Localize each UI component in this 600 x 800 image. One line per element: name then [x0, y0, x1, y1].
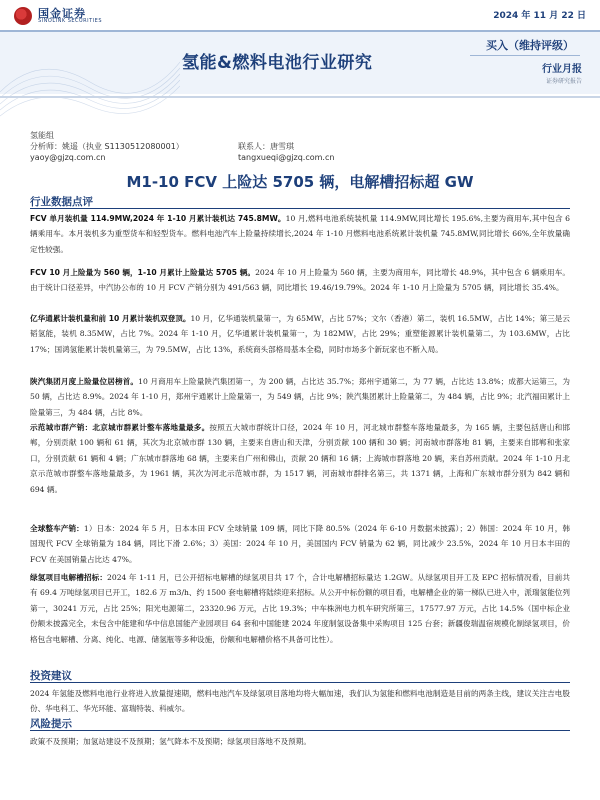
paragraph-body: 2024 年 1-11 月，已公开招标电解槽的绿氢项目共 17 个，合计电解槽招标量达 1.2GW。从绿氢项目开工及 EPC 招标情况看，目前共有 69.4 万吨绿氢项目已开工，182.6 万 m3/h、约 1500 套电解槽将陆续迎来招标。从公开中标份额的项目看，电解槽企业的第一梯队已进入中，派瑞氢能位列第一，30241 万元，占比 25%；阳光电源第二，23320.96 万元，占比 19.3%；中车株洲电力机车研究所第三，17577.97 万元，占比 14.5%（国中标企业份额未披露完全，未包含中能建和华中信息国能产业园项目 64 套和中国能建 2024 年度制氢设备集中采购项目 125 台套；新疆俊瑞温宿规模化制绿氢项目，价格包含电解槽、分离、纯化、电源、储氢瓶等多种设施，份额和电解槽价格不具备可比性）。	[30, 573, 571, 644]
paragraph-system-makers	[30, 311, 570, 357]
contact-name: 联系人：唐雪琪	[238, 142, 294, 151]
paragraph-fcv-installed	[30, 211, 570, 257]
rating-divider	[470, 55, 580, 56]
paragraph-fcv-insurance	[30, 265, 570, 296]
section-rule	[30, 682, 570, 683]
report-headline: M1-10 FCV 上险达 5705 辆，电解槽招标超 GW	[126, 173, 474, 191]
paragraph-body: 10 月,燃料电池系统装机量 114.9MW,同比增长 195.6%,主要为商用车,其中包含 6 辆乘用车。本月装机多为重型货车和轻型货车。燃料电池汽车上险量持续增长,2024 年 1-10 月燃料电池系统累计装机量 745.8MW,同比增长 66%,全年放量确定性较强。	[30, 214, 571, 254]
paragraph-global-sales	[30, 521, 570, 567]
analyst-email[interactable]: yaoy@gjzq.com.cn	[30, 153, 106, 162]
paragraph-lead: 示范城市群产销：北京城市群累计整车落地量最多。	[30, 423, 210, 432]
paragraph-electrolyzer	[30, 570, 570, 647]
logo-chinese-name: 国金证券	[38, 7, 86, 20]
paragraph-lead: 陕汽集团月度上险量位居榜首。	[30, 377, 139, 386]
company-logo-icon	[14, 7, 32, 25]
section-title-data: 行业数据点评	[30, 196, 93, 208]
paragraph-city-clusters	[30, 420, 570, 497]
section-title-risk: 风险提示	[30, 718, 72, 730]
report-date: 2024 年 11 月 22 日	[493, 11, 586, 21]
team-name: 氢能组	[30, 131, 54, 140]
paragraph-vehicle-makers	[30, 374, 570, 420]
banner-wave-decoration	[0, 32, 180, 122]
analyst-name: 分析师：姚遥（执业 S1130512080001）	[30, 142, 184, 151]
banner-divider	[0, 96, 600, 98]
paragraph-body: 按照五大城市群统计口径，2024 年 10 月，河北城市群整车落地量最多，为 165 辆，主要包括唐山和邯郸，分别贡献 100 辆和 61 辆，其次为北京城市群 130 辆，主要来自唐山和天津，分别贡献 100 辆和 30 辆；河南城市群落地 81 辆，主要来自邯郸和张家口，分别贡献 61 辆和 4 辆；广东城市群落地 68 辆，主要来自广州和佛山，贡献 20 辆和 16 辆；上海城市群落地 20 辆，来自苏州贡献。2024 年 1-10 月北京示范城市群整车落地量最多，为 1961 辆，其次为河北示范城市群，为 1517 辆，河南城市群排名第三，共 1371 辆，上海和广东城市群分别为 842 辆和 694 辆。	[30, 423, 571, 494]
paragraph-lead: FCV 10 月上险量为 560 辆，1-10 月累计上险量达 5705 辆。	[30, 268, 256, 277]
paragraph-investment: 2024 年氢能及燃料电池行业将进入放量提速期，燃料电池汽车及绿氢项目落地均将大幅加速，我们认为氢能和燃料电池制造是目前的两条主线，建议关注吉电股份、华电科工、华光环能、富瑞特装、科威尔。	[30, 689, 570, 714]
logo-english-name: SINOLINK SECURITIES	[38, 18, 102, 24]
section-title-investment: 投资建议	[30, 670, 72, 682]
paragraph-body: 1）日本：2024 年 5 月，日本本田 FCV 全球销量 109 辆，同比下降 80.5%（2024 年 6-10 月数据未披露）；2）韩国：2024 年 10 月，韩国现代 FCV 全球销量为 184 辆，同比下滑 2.6%；3）美国：2024 年 10 月，美国国内 FCV 销量为 62 辆，同比减少 23.5%，2024 年 10 月日本丰田的 FCV 在美国销量占比达 47%。	[30, 524, 570, 564]
paragraph-body: 10 月，亿华通装机量第一，为 65MW，占比 57%；文尔（香港）第二，装机 16.5MW，占比 14%；第三是云韬氢能，装机 8.35MW，占比 7%。2024 年 1-10 月，亿华通累计装机量第一，为 182MW，占比 29%；重塑能源累计装机量第二，为 103.6MW，占比 17%；国鸿氢能累计装机量第三，为 79.5MW，占比 13%，系统商头部格局基本全稳，同时市场多个新玩家也不断入局。	[30, 314, 571, 354]
report-subtype: 证券研究报告	[545, 78, 582, 85]
report-title: 氢能&燃料电池行业研究	[182, 53, 373, 73]
report-type: 行业月报	[542, 64, 582, 75]
rating-label: 买入（维持评级）	[486, 39, 574, 52]
section-rule	[30, 208, 570, 209]
paragraph-lead: 亿华通累计装机量和前 10 月累计装机双登顶。	[30, 314, 191, 323]
section-rule	[30, 730, 570, 731]
paragraph-risk: 政策不及预期；加氢站建设不及预期；氢气降本不及预期；绿氢项目落地不及预期。	[30, 737, 311, 746]
paragraph-body: 10 月商用车上险量陕汽集团第一，为 200 辆，占比达 35.7%；郑州宇通第二，为 77 辆，占比达 13.8%；成都大运第三，为 50 辆，占比达 8.9%。2024 年 1-10 月，郑州宇通累计上险量第一，为 549 辆，占比 9%；陕汽集团累计上险量第二，为 484 辆，占比 9%；北汽福田累计上险量第三，为 484 辆，占比 8%。	[30, 377, 570, 417]
contact-email[interactable]: tangxueqi@gjzq.com.cn	[238, 153, 335, 162]
paragraph-lead: FCV 单月装机量 114.9MW,2024 年 1-10 月累计装机达 745.8MW。	[30, 214, 286, 223]
paragraph-lead: 全球整车产销：	[30, 524, 84, 533]
paragraph-lead: 绿氢项目电解槽招标：	[30, 573, 108, 582]
paragraph-body: 2024 年 10 月上险量为 560 辆，主要为商用车，同比增长 48.9%，其中包含 6 辆乘用车。由于统计口径差异，中汽协公布的 10 月 FCV 产销分别为 491/563 辆，同比增长 19.46/19.79%。2024 年 1-10 月上险量为 5705 辆，同比增长 35.4%。	[30, 268, 571, 293]
